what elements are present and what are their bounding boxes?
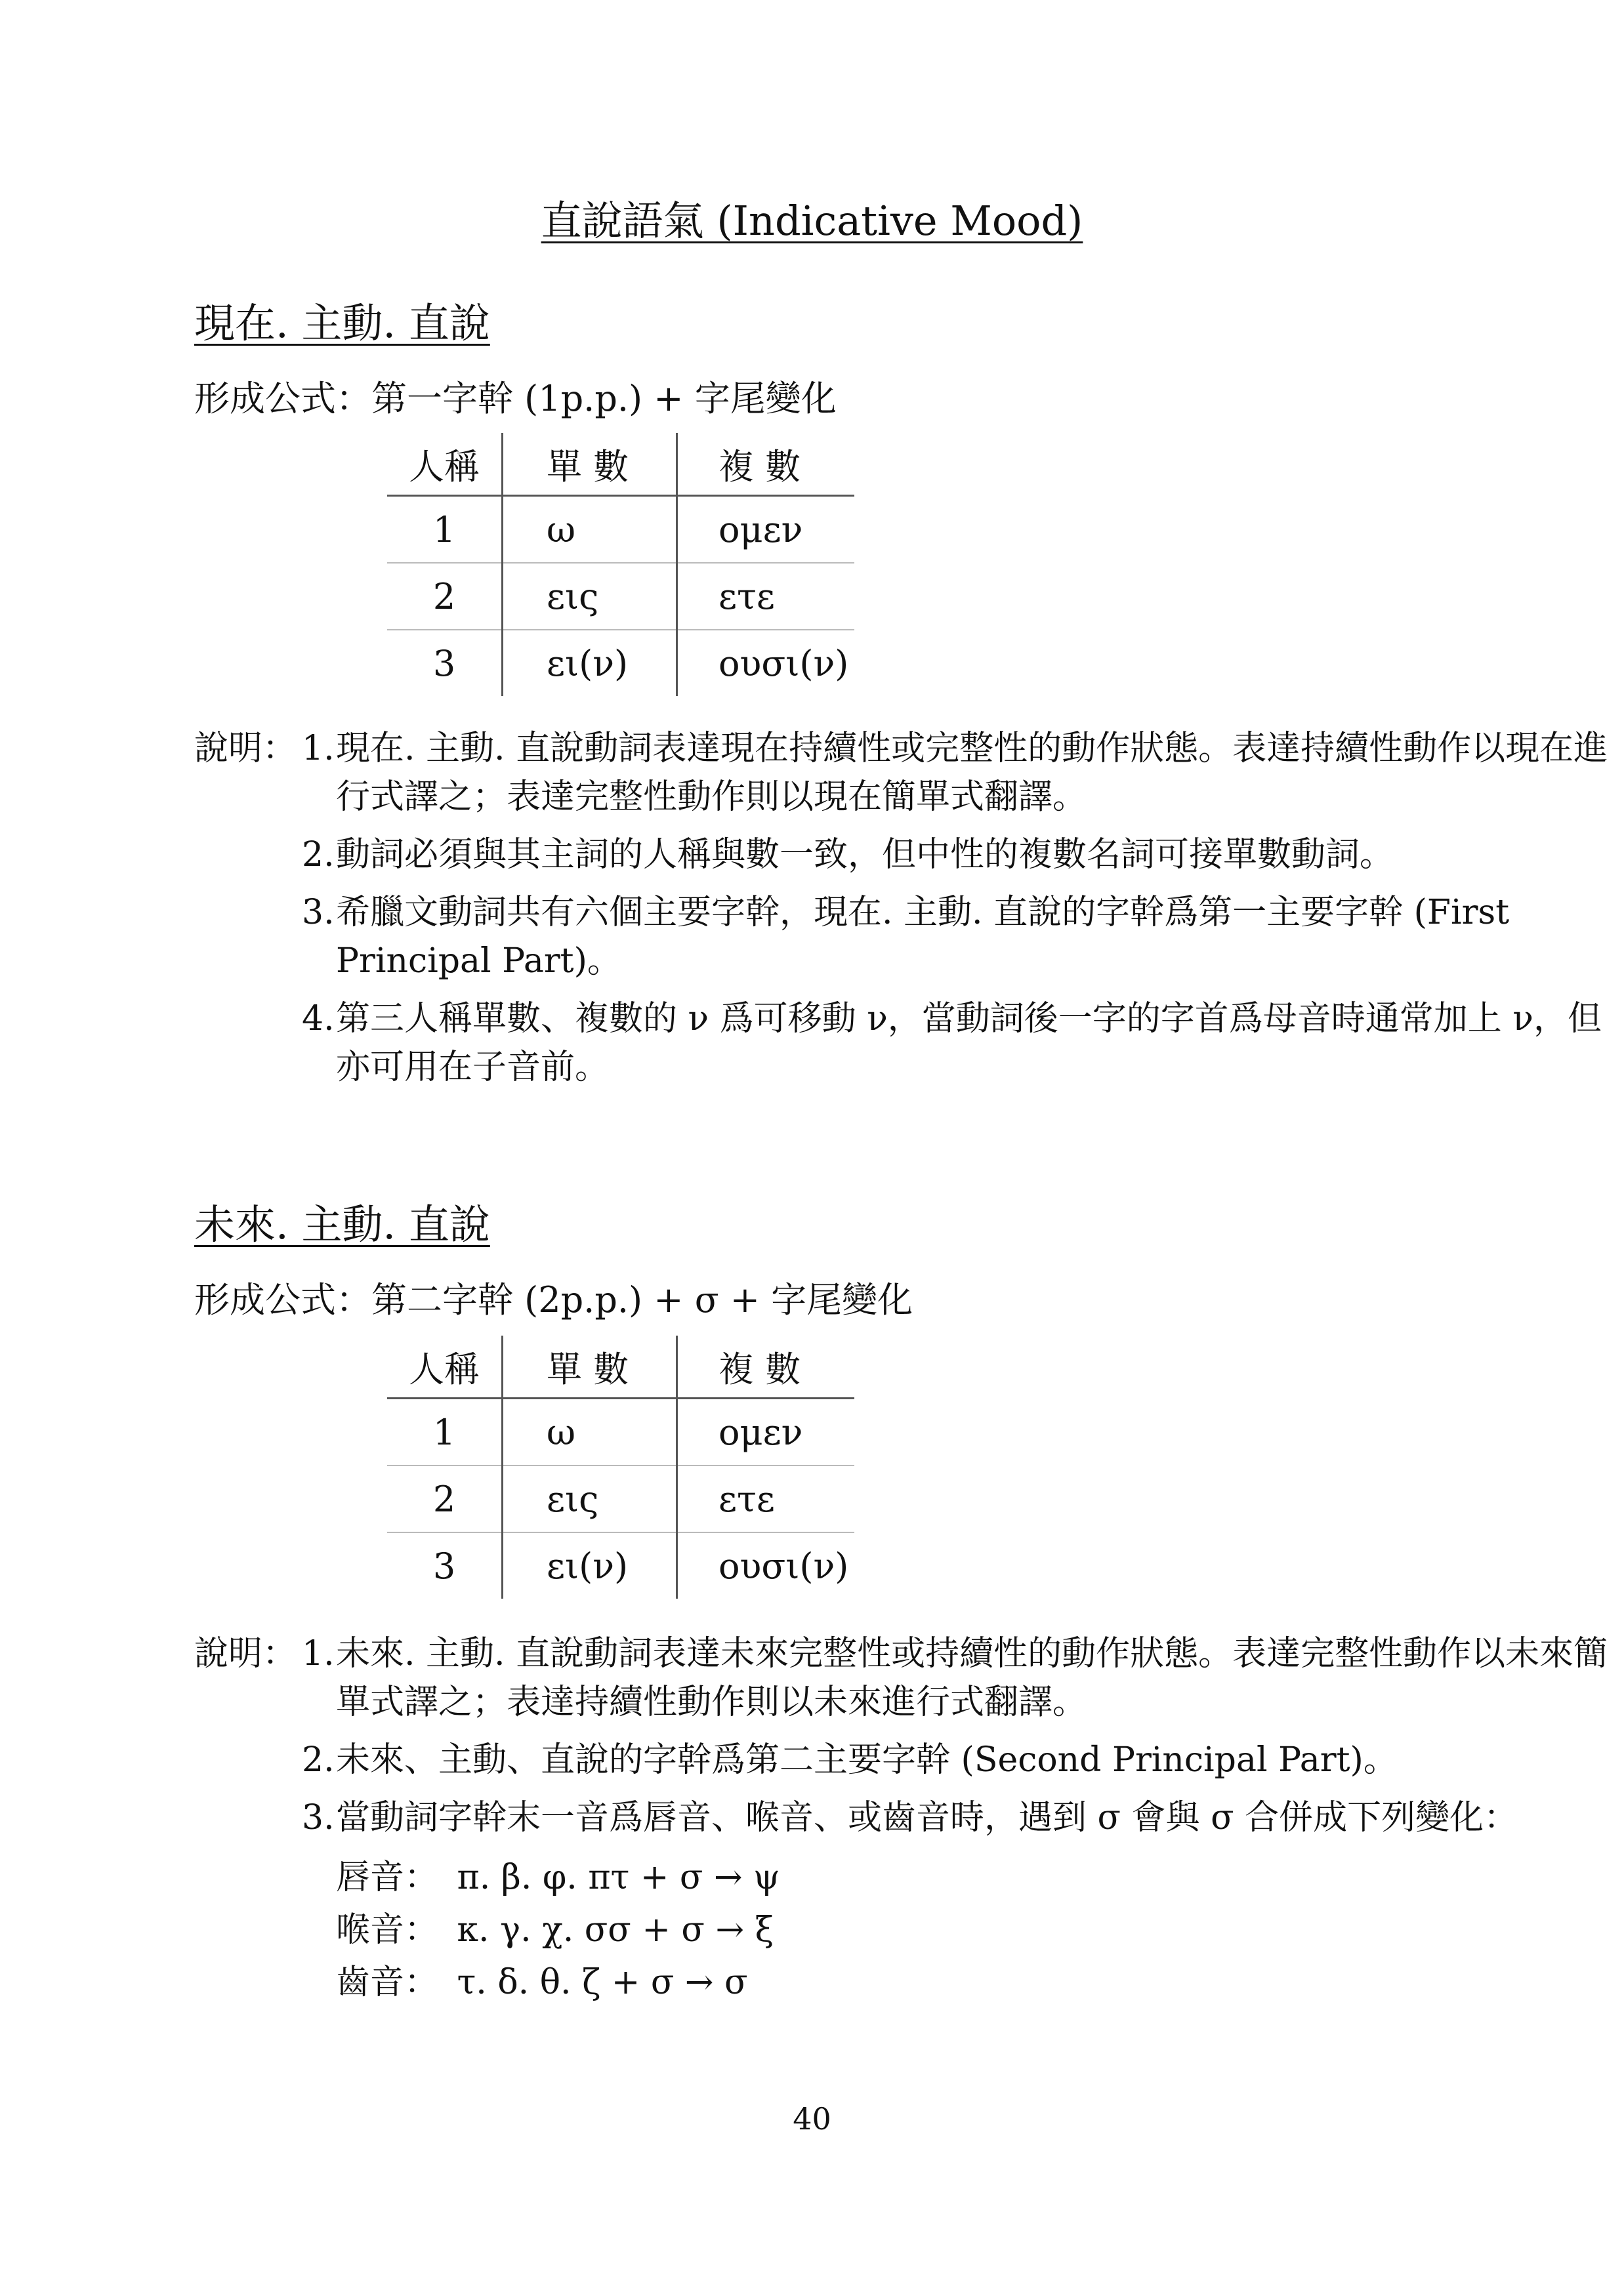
sound-rule: τ. δ. θ. ζ + σ → σ [457,1963,748,2002]
cell-singular: εις [503,563,677,630]
page-number: 40 [793,2101,831,2137]
note-item [194,724,1624,821]
cell-person: 2 [387,563,503,630]
note-number: 2. [302,1740,335,1780]
cell-singular: εις [503,1466,677,1532]
cell-person: 1 [387,496,503,564]
cell-plural: ουσι(ν) [718,642,849,684]
header-singular: 單 數 [503,1336,677,1399]
cell-plural: ομεν [677,1399,854,1466]
cell-person: 3 [387,1532,503,1599]
note-text: 未來、主動、直說的字幹爲第二主要字幹 (Second Principal Part)。 [336,1740,1398,1780]
cell-plural: ουσι(ν) [718,1545,849,1587]
note-number: 3. [302,1798,335,1837]
note-text: 未來. 主動. 直說動詞表達未來完整性或持續性的動作狀態。表達完整性動作以未來簡單式譯之；表達持續性動作則以未來進行式翻譯。 [336,1634,1608,1722]
cell-person: 1 [387,1399,503,1466]
sound-change-row [336,1851,1624,1904]
notes-lead: 說明： [194,1634,297,1673]
section-heading-future: 未來. 主動. 直說 [194,1200,490,1248]
formula-present: 形成公式：第一字幹 (1p.p.) + 字尾變化 [194,378,837,419]
note-item [194,994,1624,1092]
header-person: 人稱 [387,1336,503,1399]
cell-plural: ετε [677,1466,854,1532]
page-title: 直說語氣 (Indicative Mood) [541,197,1083,245]
notes-present [194,724,1624,1101]
table-row [387,1399,854,1466]
formula-future: 形成公式：第二字幹 (2p.p.) + σ + 字尾變化 [194,1279,913,1321]
conjugation-table-future [387,1336,854,1599]
sound-label: 唇音： [336,1858,439,1897]
note-text: 動詞必須與其主詞的人稱與數一致，但中性的複數名詞可接單數動詞。 [336,835,1394,874]
sound-rule: κ. γ. χ. σσ + σ → ξ [457,1910,774,1950]
cell-singular: ω [503,1399,677,1466]
note-text: 第三人稱單數、複數的 ν 爲可移動 ν，當動詞後一字的字首爲母音時通常加上 ν，但亦可用在子音前。 [336,999,1602,1087]
table-row [387,1466,854,1532]
sound-label: 齒音： [336,1963,439,2002]
sound-change-list [336,1851,1624,2009]
header-plural: 複 數 [677,433,854,496]
cell-person: 2 [387,1466,503,1532]
notes-lead: 說明： [194,729,297,768]
sound-rule: π. β. φ. πτ + σ → ψ [457,1858,780,1897]
sound-change-row [336,1904,1624,1956]
note-text: 當動詞字幹末一音爲唇音、喉音、或齒音時，遇到 σ 會與 σ 合併成下列變化： [336,1798,1518,1837]
note-number: 3. [302,893,335,932]
cell-plural: ετε [677,563,854,630]
table-row [387,496,854,564]
note-item [194,1794,1624,1842]
header-singular: 單 數 [503,433,677,496]
conjugation-table-present [387,433,854,696]
note-number: 2. [302,835,335,874]
section-heading-present: 現在. 主動. 直說 [194,299,490,347]
header-plural: 複 數 [677,1336,854,1399]
note-item [194,1736,1624,1784]
table-row [387,563,854,630]
note-text: 現在. 主動. 直說動詞表達現在持續性或完整性的動作狀態。表達持續性動作以現在進行式譯之；表達完整性動作則以現在簡單式翻譯。 [336,729,1608,817]
note-number: 1. [302,729,335,768]
cell-plural: ομεν [677,496,854,564]
cell-person: 3 [387,630,503,696]
sound-label: 喉音： [336,1910,439,1950]
note-text: 希臘文動詞共有六個主要字幹，現在. 主動. 直說的字幹爲第一主要字幹 (First Principal Part)。 [336,893,1510,981]
table-header-row [387,433,854,496]
note-number: 4. [302,999,335,1038]
header-person: 人稱 [387,433,503,496]
sound-change-row [336,1956,1624,2009]
table-row [387,630,854,696]
cell-singular: ει(ν) [503,1532,677,1599]
note-number: 1. [302,1634,335,1673]
note-item [194,830,1624,879]
table-row [387,1532,854,1599]
note-item [194,1630,1624,1727]
note-item [194,888,1624,985]
cell-singular: ω [503,496,677,564]
cell-singular: ει(ν) [503,630,677,696]
notes-future [194,1630,1624,2009]
table-header-row [387,1336,854,1399]
